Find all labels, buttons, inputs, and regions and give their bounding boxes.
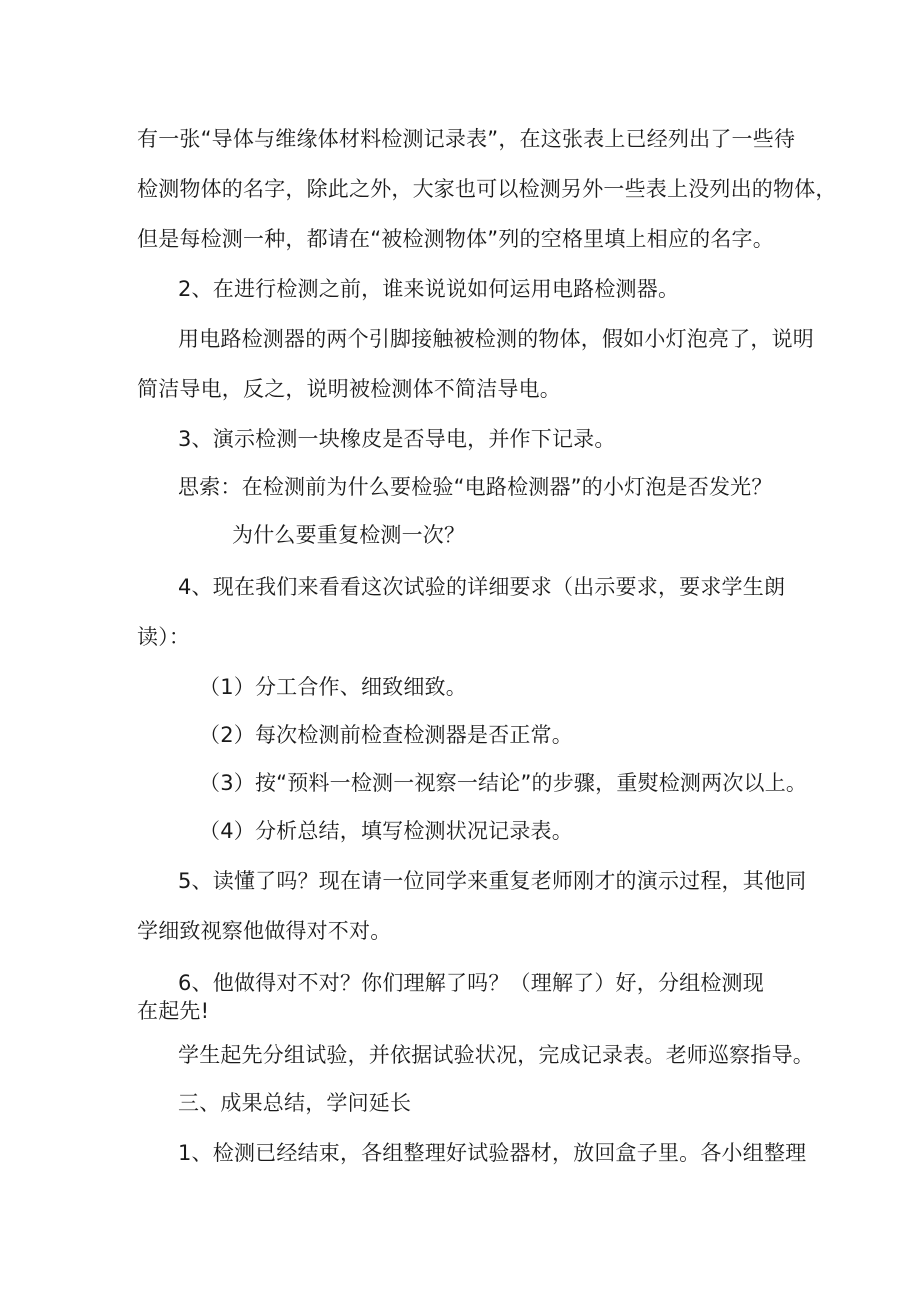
text-line: 检测物体的名字，除此之外，大家也可以检测另外一些表上没列出的物体， (137, 177, 837, 201)
text-line: 简洁导电，反之，说明被检测体不简洁导电。 (137, 377, 561, 401)
text-line: （2）每次检测前检查检测器是否正常。 (199, 723, 573, 747)
text-line: （1）分工合作、细致细致。 (199, 675, 467, 699)
text-line: 5、读懂了吗？现在请一位同学来重复老师刚才的演示过程，其他同 (178, 869, 807, 893)
text-line: 2、在进行检测之前，谁来说说如何运用电路检测器。 (178, 277, 680, 301)
text-line: 1、检测已经结束，各组整理好试验器材，放回盒子里。各小组整理 (178, 1141, 807, 1165)
text-line: 有一张“导体与维缘体材料检测记录表”，在这张表上已经列出了一些待 (137, 127, 796, 151)
text-line: 在起先! (137, 999, 210, 1023)
text-line: 用电路检测器的两个引脚接触被检测的物体，假如小灯泡亮了，说明 (178, 327, 814, 351)
text-line: 读）： (137, 625, 191, 649)
section-heading: 三、成果总结，学问延长 (178, 1091, 412, 1115)
text-line: （4）分析总结，填写检测状况记录表。 (199, 819, 573, 843)
text-line: 学细致视察他做得对不对。 (137, 919, 392, 943)
text-line: 3、演示检测一块橡皮是否导电，并作下记录。 (178, 427, 616, 451)
text-line: 为什么要重复检测一次？ (232, 523, 466, 547)
text-line: 4、现在我们来看看这次试验的详细要求（出示要求，要求学生朗 (178, 575, 786, 599)
text-line: 6、他做得对不对？你们理解了吗？（理解了）好，分组检测现 (178, 971, 764, 995)
text-line: 但是每检测一种，都请在“被检测物体”列的空格里填上相应的名字。 (137, 227, 774, 251)
text-line: 思索：在检测前为什么要检验“电路检测器”的小灯泡是否发光？ (178, 475, 773, 499)
text-line: 学生起先分组试验，并依据试验状况，完成记录表。老师巡察指导。 (178, 1043, 814, 1067)
text-line: （3）按“预料一检测一视察一结论”的步骤，重熨检测两次以上。 (199, 771, 808, 795)
